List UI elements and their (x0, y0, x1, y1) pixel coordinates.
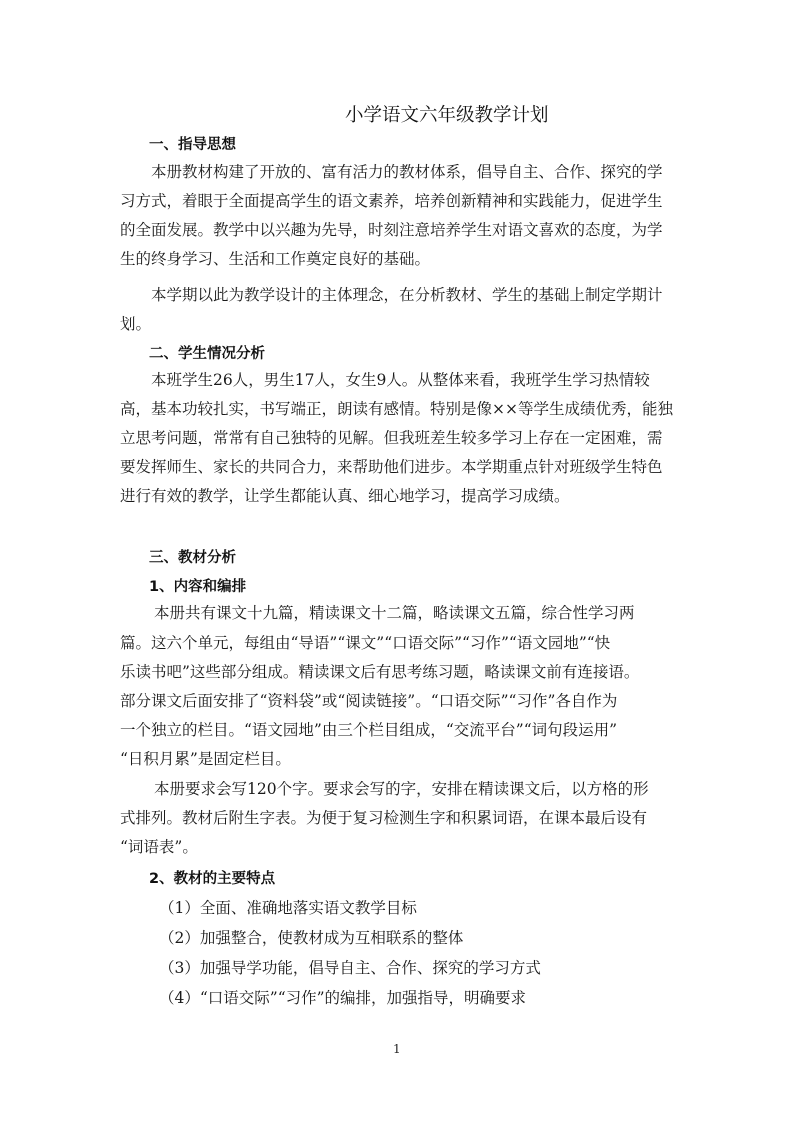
paragraph-guiding-thought-1: 本册教材构建了开放的、富有活力的教材体系，倡导自主、合作、探究的学习方式，着眼于全面提高学生的语文素养，培养创新精神和实践能力，促进学生的全面发展。教学中以兴趣为先导，时刻注意培养学生对语文喜欢的态度，为学生的终身学习、生活和工作奠定良好的基础。 (120, 163, 663, 268)
feature-list-item: （3）加强导学功能，倡导自主、合作、探究的学习方式 (159, 959, 541, 977)
content-line: 一个独立的栏目。“语文园地”由三个栏目组成，“交流平台”“词句段运用” (120, 721, 618, 739)
section-heading-student-analysis: 二、学生情况分析 (149, 346, 265, 362)
content-line: 乐读书吧”这些部分组成。精读课文后有思考练习题，略读课文前有连接语。 (120, 663, 640, 681)
content-line: 本册共有课文十九篇，精读课文十二篇，略读课文五篇，综合性学习两 (154, 604, 635, 622)
subheading-main-features: 2、教材的主要特点 (149, 871, 276, 887)
feature-list-item: （1）全面、准确地落实语文教学目标 (159, 899, 417, 917)
section-heading-guiding-thought: 一、指导思想 (149, 137, 236, 153)
paragraph-guiding-thought-2: 本学期以此为教学设计的主体理念，在分析教材、学生的基础上制定学期计划。 (120, 286, 663, 333)
content-line: “词语表”。 (120, 838, 198, 856)
section-heading-textbook-analysis: 三、教材分析 (149, 550, 236, 566)
content-line: 篇。这六个单元，每组由“导语”“课文”“口语交际”“习作”“语文园地”“快 (120, 634, 611, 652)
content-line: 部分课文后面安排了“资料袋”或“阅读链接”。“口语交际”“习作”各自作为 (120, 692, 618, 710)
page-number: 1 (393, 1042, 401, 1056)
paragraph-student-analysis: 本班学生26人，男生17人，女生9人。从整体来看，我班学生学习热情较高，基本功较扎实，书写端正，朗读有感情。特别是像××等学生成绩优秀，能独立思考问题，常常有自己独特的见解。但我班差生较多学习上存在一定困难，需要发挥师生、家长的共同合力，来帮助他们进步。本学期重点针对班级学生特色进行有效的教学，让学生都能认真、细心地学习，提高学习成绩。 (120, 371, 673, 505)
page-title: 小学语文六年级教学计划 (345, 105, 549, 126)
content-line: 式排列。教材后附生字表。为便于复习检测生字和积累词语，在课本最后设有 (120, 809, 648, 827)
content-line: “日积月累”是固定栏目。 (120, 750, 291, 768)
feature-list-item: （2）加强整合，使教材成为互相联系的整体 (159, 929, 464, 947)
subheading-content-arrangement: 1、内容和编排 (149, 579, 247, 595)
content-line: 本册要求会写120个字。要求会写的字，安排在精读课文后，以方格的形 (154, 780, 649, 798)
feature-list-item: （4）“口语交际”“习作”的编排，加强指导，明确要求 (159, 989, 527, 1007)
